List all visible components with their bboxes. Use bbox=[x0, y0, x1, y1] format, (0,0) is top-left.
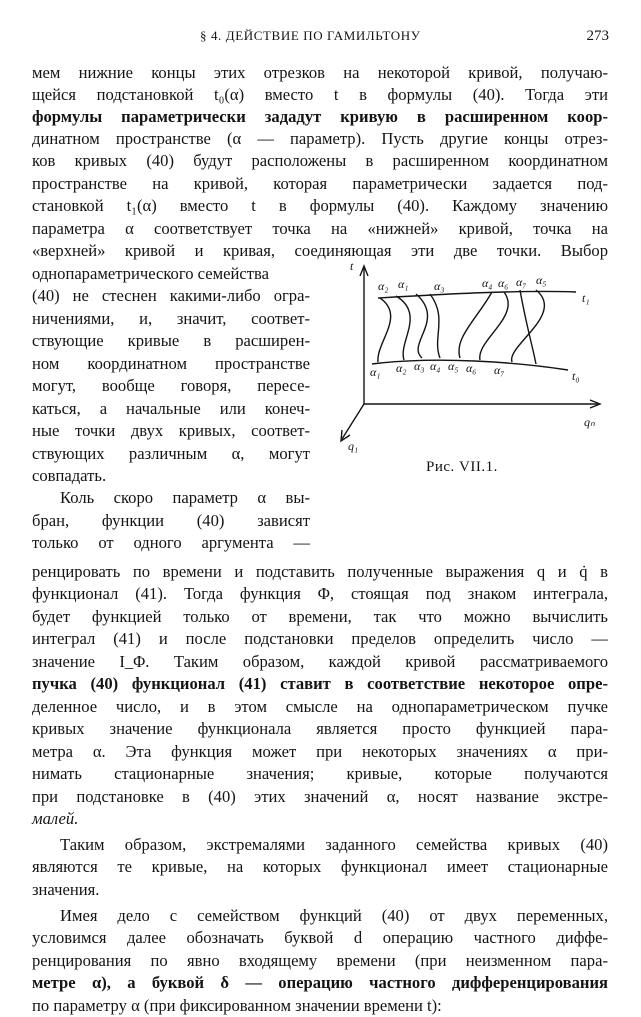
connecting-curve bbox=[378, 298, 391, 362]
alpha-label: α₅ bbox=[448, 359, 459, 373]
text-line: при подстановке в (40) этих значений α, носят название экстре- bbox=[32, 787, 608, 806]
alpha-label: α₃ bbox=[434, 279, 445, 293]
text-line: являются те кривые, на которых функционал имеет стационарные bbox=[32, 857, 608, 876]
text-line: кривых значение функционала является просто функцией пара- bbox=[32, 719, 608, 738]
text-line: функционал (41). Тогда функция Φ, стоящая под знаком интеграла, bbox=[32, 584, 608, 603]
curve-label-t0: t₀ bbox=[572, 369, 580, 383]
running-head bbox=[0, 28, 641, 50]
text-line: каться, а начальные или конеч- bbox=[32, 399, 310, 418]
connecting-curve bbox=[480, 292, 508, 360]
text-line: значение I_Φ. Таким образом, каждой кривой рассматриваемого bbox=[32, 652, 608, 671]
alpha-label: α₄ bbox=[482, 276, 493, 290]
text-line: Таким образом, экстремалями заданного семейства кривых (40) bbox=[60, 835, 608, 854]
book-page bbox=[0, 28, 641, 1015]
text-line: Коль скоро параметр α вы- bbox=[60, 488, 310, 507]
text-line: по параметру α (при фиксированном значении времени t): bbox=[32, 996, 442, 1015]
text-line: мем нижние концы этих отрезков на некоторой кривой, получаю- bbox=[32, 63, 608, 82]
figure-vii-1 bbox=[336, 254, 616, 454]
text-line: ные точки двух кривых, соответ- bbox=[32, 421, 310, 440]
text-line: интеграл (41) и после подстановки пределов определить число — bbox=[32, 629, 608, 648]
axis-label-t: t bbox=[350, 259, 354, 273]
alpha-label: α₅ bbox=[536, 273, 547, 287]
upper-curve-t1 bbox=[378, 291, 576, 298]
alpha-label: α₆ bbox=[466, 361, 477, 375]
alpha-label: α₂ bbox=[396, 361, 407, 375]
text-line: Имея дело с семейством функций (40) от двух переменных, bbox=[60, 906, 608, 925]
axis-label-q1: q₁ bbox=[348, 439, 359, 453]
alpha-label: α₇ bbox=[494, 363, 505, 377]
alpha-label: α₃ bbox=[414, 359, 425, 373]
figure-caption: Рис. VII.1. bbox=[426, 459, 498, 475]
text-line: ствующих различным α, могут bbox=[32, 444, 310, 463]
text-line: нимать стационарные значения; кривые, которые получаются bbox=[32, 764, 608, 783]
connecting-curve bbox=[459, 292, 492, 358]
text-line: ков кривых (40) будут расположены в расширенном координатном bbox=[32, 151, 608, 170]
text-line: ренцирования по явно входящему времени (при неизменном пара- bbox=[32, 951, 608, 970]
text-line: однопараметрического семейства bbox=[32, 264, 269, 283]
text-line: формулы параметрически зададут кривую в расширенном коор- bbox=[32, 107, 608, 126]
text-line: ствующие кривые в расширен- bbox=[32, 331, 310, 350]
text-line: значения. bbox=[32, 880, 100, 899]
text-line: малей. bbox=[32, 809, 79, 828]
text-line: (40) не стеснен какими-либо огра- bbox=[32, 286, 310, 305]
text-line: ренцировать по времени и подставить полученные выражения q и q̇ в bbox=[32, 562, 608, 581]
text-line: параметра α соответствует точка на «нижней» кривой, точка на bbox=[32, 219, 608, 238]
text-line: динатном пространстве (α — параметр). Пусть другие концы отрез- bbox=[32, 129, 608, 148]
text-line: условимся далее обозначать буквой d операцию частного диффе- bbox=[32, 928, 608, 947]
axis-label-qn: qₙ bbox=[584, 415, 595, 429]
text-line: бран, функции (40) зависят bbox=[32, 511, 310, 530]
text-line: ничениями, и, значит, соответ- bbox=[32, 309, 310, 328]
text-line: становкой t₁(α) вместо t в формулы (40). Каждому значению bbox=[32, 196, 608, 215]
q1-axis bbox=[342, 404, 364, 439]
text-line: пространстве на кривой, которая параметрически задается под- bbox=[32, 174, 608, 193]
alpha-label: α₁ bbox=[398, 277, 409, 291]
section-title: § 4. ДЕЙСТВИЕ ПО ГАМИЛЬТОНУ bbox=[200, 28, 421, 43]
text-line: метре α), а буквой δ — операцию частного дифференцирования bbox=[32, 973, 608, 992]
alpha-label: α₂ bbox=[378, 279, 389, 293]
text-line: будет функцией только от времени, так что можно вычислить bbox=[32, 607, 608, 626]
alpha-label: α₆ bbox=[498, 276, 509, 290]
connecting-curve bbox=[396, 296, 410, 360]
text-line: деленное число, и в этом смысле на однопараметрическом пучке bbox=[32, 697, 608, 716]
text-line: ном координатном пространстве bbox=[32, 354, 310, 373]
page-number: 273 bbox=[586, 28, 609, 44]
text-line: метра α. Эта функция может при некоторых значениях α при- bbox=[32, 742, 608, 761]
connecting-curve bbox=[416, 294, 428, 358]
text-line: пучка (40) функционал (41) ставит в соответствие некоторое опре- bbox=[32, 674, 608, 693]
connecting-curve bbox=[430, 294, 440, 358]
text-line: могут, вообще говоря, пересе- bbox=[32, 376, 310, 395]
alpha-label: α₄ bbox=[430, 359, 441, 373]
curve-label-t1: t₁ bbox=[582, 291, 590, 305]
text-line: совпадать. bbox=[32, 466, 107, 485]
text-line: щейся подстановкой t₀(α) вместо t в формулы (40). Тогда эти bbox=[32, 85, 608, 104]
text-line: только от одного аргумента — bbox=[32, 533, 310, 552]
text-line: «верхней» кривой и кривая, соединяющая эти две точки. Выбор bbox=[32, 241, 608, 260]
alpha-label: α₁ bbox=[370, 365, 381, 379]
alpha-label: α₇ bbox=[516, 275, 527, 289]
